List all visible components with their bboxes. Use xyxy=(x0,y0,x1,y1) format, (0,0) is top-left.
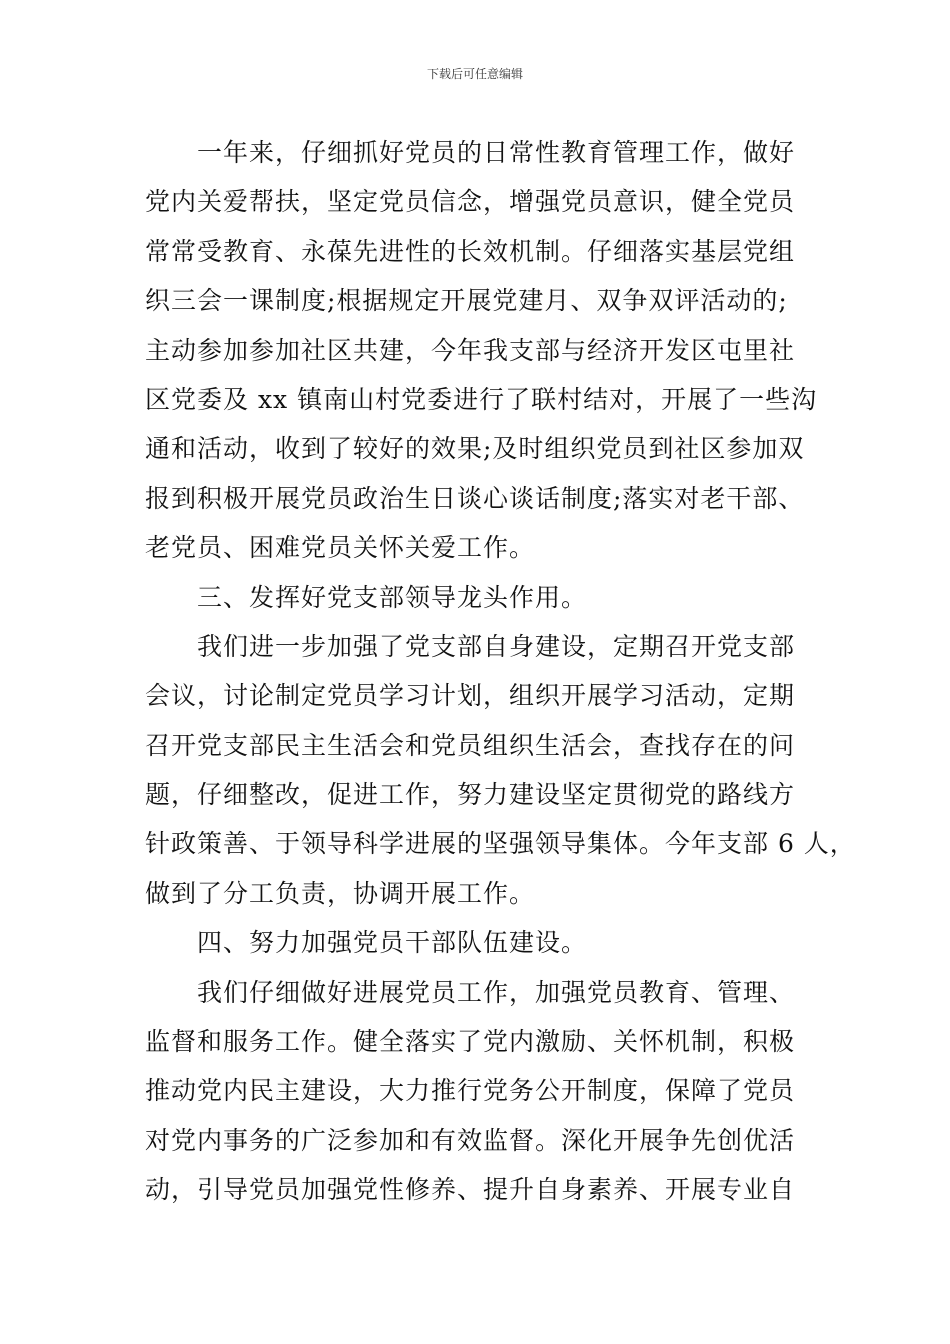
text-line: 党内关爱帮扶，坚定党员信念，增强党员意识，健全党员 xyxy=(145,187,796,217)
text-line: 区党委及 xx 镇南山村党委进行了联村结对，开展了一些沟 xyxy=(145,384,818,414)
section-heading-text: 三、发挥好党支部领导龙头作用。 xyxy=(197,582,588,612)
paragraph-cadre-team xyxy=(145,968,825,1215)
section-heading-4 xyxy=(145,918,825,967)
text-line: 针政策善、于领导科学进展的坚强领导集体。今年支部 6 人， xyxy=(145,829,856,859)
text-line: 动，引导党员加强党性修养、提升自身素养、开展专业自 xyxy=(145,1175,796,1205)
text-line: 通和活动，收到了较好的效果;及时组织党员到社区参加双 xyxy=(145,434,805,464)
page-header: 下载后可任意编辑 xyxy=(426,67,523,81)
text-line: 老党员、困难党员关怀关爱工作。 xyxy=(145,533,536,563)
text-line: 常常受教育、永葆先进性的长效机制。仔细落实基层党组 xyxy=(145,236,796,266)
text-line: 报到积极开展党员政治生日谈心谈话制度;落实对老干部、 xyxy=(145,483,805,513)
text-line: 题，仔细整改，促进工作，努力建设坚定贯彻党的路线方 xyxy=(145,780,796,810)
text-line: 织三会一课制度;根据规定开展党建月、双争双评活动的; xyxy=(145,286,788,316)
text-line: 我们仔细做好进展党员工作，加强党员教育、管理、 xyxy=(197,977,796,1007)
paragraph-branch-building xyxy=(145,622,856,918)
text-line: 我们进一步加强了党支部自身建设，定期召开党支部 xyxy=(197,631,796,661)
text-line: 做到了分工负责，协调开展工作。 xyxy=(145,878,536,908)
text-line: 主动参加参加社区共建，今年我支部与经济开发区屯里社 xyxy=(145,335,796,365)
section-heading-text: 四、努力加强党员干部队伍建设。 xyxy=(197,928,588,958)
paragraph-party-member-education xyxy=(145,128,825,573)
text-line: 召开党支部民主生活会和党员组织生活会，查找存在的问 xyxy=(145,730,796,760)
text-line: 推动党内民主建设，大力推行党务公开制度，保障了党员 xyxy=(145,1076,796,1106)
text-line: 一年来，仔细抓好党员的日常性教育管理工作，做好 xyxy=(197,138,796,167)
document-body xyxy=(145,128,856,1215)
section-heading-3 xyxy=(145,573,825,622)
text-line: 对党内事务的广泛参加和有效监督。深化开展争先创优活 xyxy=(145,1125,796,1155)
text-line: 监督和服务工作。健全落实了党内激励、关怀机制，积极 xyxy=(145,1027,796,1057)
text-line: 会议，讨论制定党员学习计划，组织开展学习活动，定期 xyxy=(145,681,796,711)
